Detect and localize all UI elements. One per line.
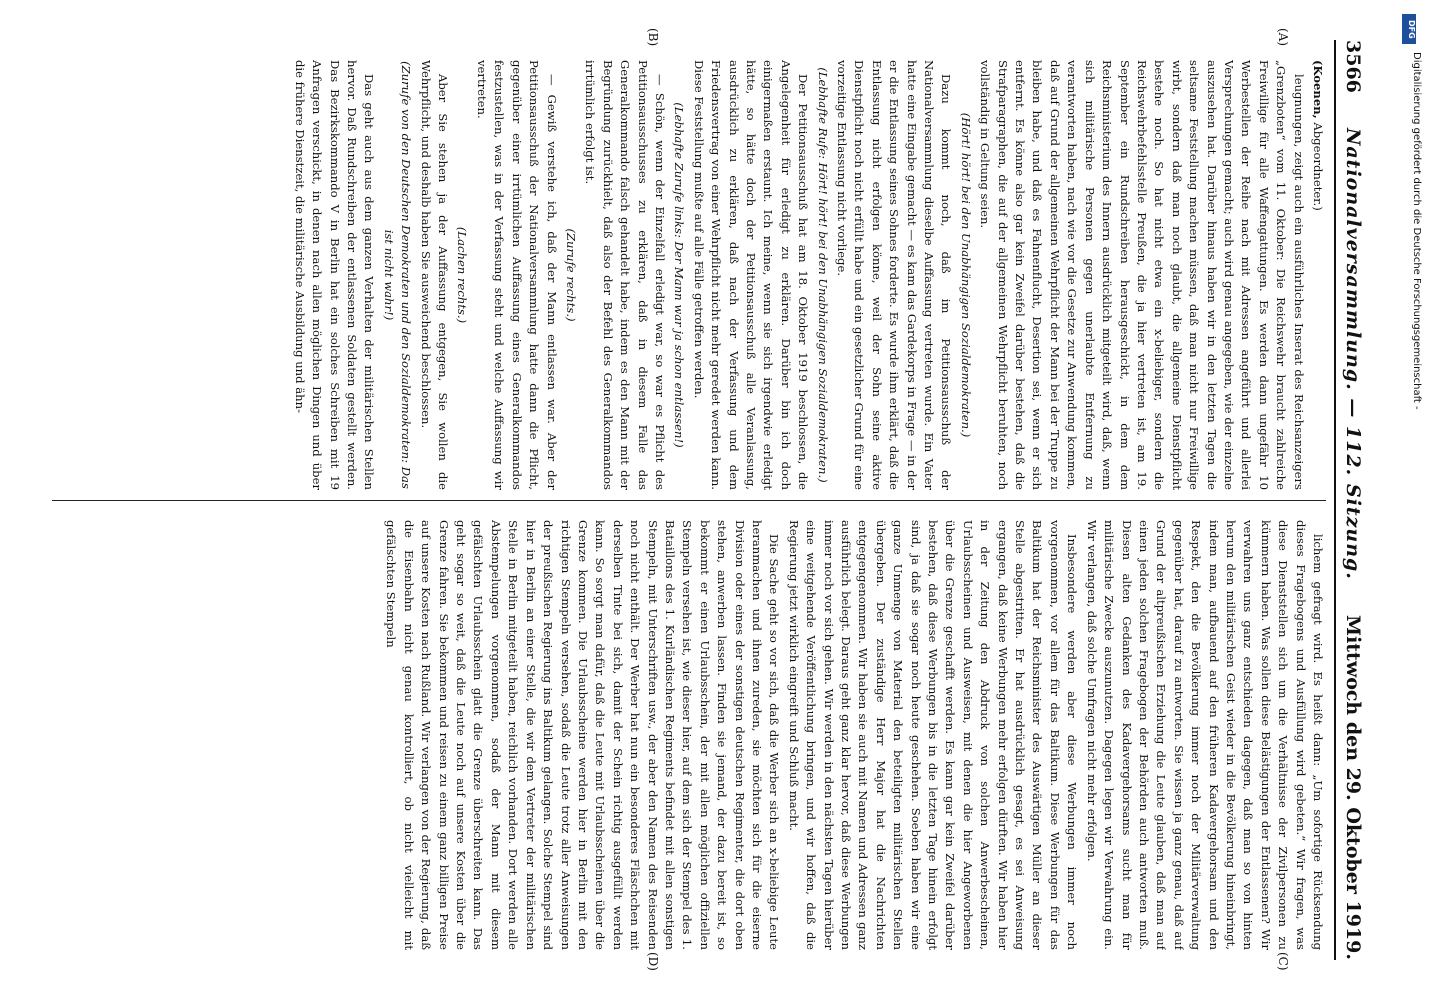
interjection: (Zurufe von den Deutschen Demokraten und den Sozialdemokraten: Das ist nicht wahr!) [381, 61, 414, 489]
session-date: Mittwoch den 29. Oktober 1919. [1342, 615, 1364, 960]
page-header [1334, 40, 1370, 960]
interjection: (Lebhafte Rufe: Hört! hört! bei den Unabhängigen Sozialdemokraten.) [815, 67, 830, 483]
assembly-title: Nationalversammlung. — 112. Sitzung. [1342, 127, 1364, 580]
speaker-role: Abgeordneter.) [1311, 118, 1325, 211]
interjection: (Lachen rechts.) [455, 226, 470, 324]
marker-b: (B) [646, 28, 660, 47]
paragraph: Der Petitionsausschuß hat am 18. Oktober 1919 beschlossen, die Angelegenheit für erledigt zu erklären. Darüber bin ich doch einigermaßen erstaunt. Ich meine, wenn sie sich irgendwie erledigt hätte, so hätte doch der Petitionsausschuß alle Veranlassung, ausdrücklich zu erklären, daß nach der Verfassung und dem Friedensvertrag von einer Wehrpflicht nicht mehr geredet werden kann. Diese Feststellung mußte auf alle Fälle getroffen werden. [691, 60, 811, 490]
newspaper-page [40, 20, 1380, 980]
paragraph: — Schön, wenn der Einzelfall erledigt war, so war es Pflicht des Petitionsausschusses zu erklären, daß in diesem Falle das Generalkommando falsch gehandelt habe, indem es den Mann mit der Begründung zurückhielt, daß also der Befehl des Generalkommandos irrtümlich erfolgt ist. [583, 60, 667, 490]
marker-d: (D) [646, 952, 660, 971]
digitization-text: Digitalisierung gefördert durch die Deutsche Forschungsgemeinschaft - [1411, 52, 1422, 410]
marker-a: (A) [1276, 28, 1290, 47]
paragraph: — Gewiß verstehe ich, daß der Mann entlassen war. Aber der Petitionsausschuß der Nationalversammlung hatte dann die Pflicht, gegenüber einer irrtümlichen Auffassung eines Generalkommandos festzustellen, was in der Verfassung steht und welche Auffassung wir vertreten. [474, 60, 559, 490]
right-column [52, 520, 1326, 950]
dfg-logo: DFG [1402, 14, 1416, 44]
speaker-name: (Koenen, [1311, 60, 1325, 119]
paragraph: leugnungen, zeigt auch ein ausführliches Inserat des Reichsanzeigers „Grenzboten“ vom 11. Oktober: Die Reichswehr braucht zahlreiche Freiwillige für alle Waffengattungen. Es werden dann ungefähr 10 Werbestellen der Reihe nach mit Adressen angeführt und allerlei Versprechungen gemacht; auch wird genau angegeben, wie der einzelne auszusehen hat. Darüber hinaus haben wir in den letzten Tagen die seltsame Feststellung machen müssen, daß man nicht nur Freiwillige wirbt, sondern daß man noch glaubt, die allgemeine Dienstpflicht bestehe noch. So hat nicht etwa ein x-beliebiger, sondern die Reichswehrbefehlsstelle Preußen, die ja hier vertreten ist, am 19. September ein Rundschreiben herausgeschickt, in dem dem Reichsministerium des Innern ausdrücklich mitgeteilt wird, daß, wenn sich militärische Personen gegen unerlaubte Entfernung zu verantworten haben, nach wie vor die Gesetze zur Anwendung kommen, daß auf Grund der allgemeinen Wehrpflicht der Mann bei der Truppe zu bleiben habe, und daß es Fahnenflucht, Desertion sei, wenn er sich entfernt. Es könne also gar kein Zweifel darüber bestehen, daß die Strafparagraphen, die auf der allgemeinen Wehrpflicht beruhten, noch vollständig in Geltung seien. [978, 60, 1306, 490]
interjection: (Lebhafte Zurufe links: Der Mann war ja schon entlassen!) [672, 102, 687, 448]
column-divider [52, 500, 1326, 501]
paragraph: Insbesondere werden aber diese Werbungen immer noch vorgenommen, vor allem für das Baltikum. Diese Werbungen für das Baltikum hat der Reichsminister des Auswärtigen Müller an dieser Stelle abgestritten. Er hat ausdrücklich gesagt, es sei Anweisung ergangen, daß keine Werbungen mehr erfolgen dürften. Wir haben hier in der Zeitung den Abdruck von solchen Anwerbescheinen, Urlaubsscheinen und Ausweisen, mit denen die hier Angeworbenen über die Grenze geschafft werden. Es kann gar kein Zweifel darüber bestehen, daß diese Werbungen bis in die letzten Tage hinein erfolgt sind, ja daß sie sogar noch heute geschehen. Soeben haben wir eine ganze Unmenge von Material den beteiligten militärischen Stellen übergeben. Der zuständige Herr Major hat die Nachrichten entgegengenommen. Wir haben sie auch mit Namen und Adressen ganz ausführlich belegt. Daraus geht ganz klar hervor, daß diese Werbungen immer noch vor sich gehen. Wir werden in den nächsten Tagen hierüber eine weitgehende Veröffentlichung bringen, und wir hoffen, daß die Regierung jetzt wirklich eingreift und Schluß macht. [786, 520, 1080, 950]
paragraph: Das geht auch aus dem ganzen Verhalten der militärischen Stellen hervor. Daß Rundschreiben der entlassenen Soldaten gestellt werden. Das Bezirkskommando V in Berlin hat ein solches Schreiben mit 19 Anfragen verschickt, in denen nach allen möglichen Dingen und über die frühere Dienstzeit, die militärische Ausbildung und ähn- [292, 60, 377, 490]
interjection: (Zurufe rechts.) [563, 228, 578, 322]
digitization-note [1398, 6, 1426, 986]
page-number: 3566 [1342, 40, 1364, 93]
speaker-line [1309, 60, 1326, 490]
interjection: (Hört! hört! bei den Unabhängigen Sozialdemokraten.) [958, 112, 973, 438]
paragraph: Dazu kommt noch, daß im Petitionsausschuß der Nationalversammlung dieselbe Auffassung vertreten wurde. Ein Vater hatte eine Eingabe gemacht — es kam das Gardekorps in Frage — in der er die Entlassung seines Sohnes forderte. Es wurde ihm erklärt, daß die Entlassung nicht erfolgen könne, weil der Sohn seine aktive Dienstpflicht noch nicht erfüllt habe und ein gesetzlicher Grund für eine vorzeitige Entlassung nicht vorliege. [835, 60, 954, 490]
paragraph: Die Sache geht so vor sich, daß die Werber sich an x-beliebige Leute heranmachen und ihnen zureden, sie möchten sich für die eiserne Division oder eines der sonstigen deutschen Regimenter, die dort oben stehen, anwerben lassen. Finden sie jemand, der dazu bereit ist, so bekommt er einen Urlaubsschein, der mit allen möglichen offiziellen Stempeln versehen ist, wie dieser hier, auf dem sich der Stempel des 1. Bataillons des 1. Kurländischen Regiments befindet mit allen sonstigen Stempeln, mit Unterschriften usw., der aber den Namen des Reisenden noch nicht enthält. Der Werber hat nun ein besonderes Fläschchen mit derselben Tinte bei sich, damit der Schein richtig ausgefüllt werden kann. So sorgt man dafür, daß die Leute mit Urlaubsscheinen über die Grenze kommen. Die Urlaubsscheine werden hier in Berlin mit den richtigen Stempeln versehen, sodaß die Leute trotz aller Anweisungen der preußischen Regierung ins Baltikum gelangen. Solche Stempel sind hier in Berlin an einer Stelle, die wir dem Vertreter der militärischen Stelle in Berlin mitgeteilt haben, reichlich vorhanden. Dort werden alle Abstempelungen vorgenommen, sodaß der Mann mit diesem gefälschten Urlaubsschein glatt die Grenze überschreiten kann. Das geht sogar so weit, daß die Leute noch auf unsere Kosten über die Grenze fahren. Sie bekommen und reisen zu einem ganz billigen Preise auf unsere Kosten nach Rußland. Wir verlangen von der Regierung, daß die Eisenbahn nicht genau kontrolliert, ob nicht vielleicht mit gefälschten Stempeln [384, 520, 782, 950]
left-column [52, 60, 1326, 490]
marker-c: (C) [1276, 952, 1290, 971]
paragraph: Aber Sie stehen ja der Auffassung entgegen, Sie wollen die Wehrpflicht, und deshalb haben Sie ausweichend beschlossen. [418, 60, 451, 490]
paragraph: lichem gefragt wird. Es heißt dann: „Um sofortige Rücksendung dieses Fragebogens und Ausfüllung wird gebeten.“ Wir fragen, was diese Dienststellen sich um die Verhältnisse der Zivilpersonen zu kümmern haben. Was sollen diese Belästigungen der Entlassenen? Wir verwahren uns ganz entschieden dagegen, daß man so von hinten herum den militärischen Geist wieder in die Bevölkerung hineinbringt, indem man, aufbauend auf den früheren Kadavergehorsam und den Respekt, den die Bevölkerung immer noch der Militärverwaltung gegenüber hat, darauf zu antworten. Sie wissen ja ganz genau, daß auf Grund der altpreußischen Erziehung die Leute glauben, daß man auf einen jeden solchen Fragebogen der Behörden auch antworten muß. Diesen alten Gedanken des Kadavergehorsams sucht man für militärische Zwecke auszunutzen. Dagegen legen wir Verwahrung ein. Wir verlangen, daß solche Umfragen nicht mehr erfolgen. [1084, 520, 1325, 950]
